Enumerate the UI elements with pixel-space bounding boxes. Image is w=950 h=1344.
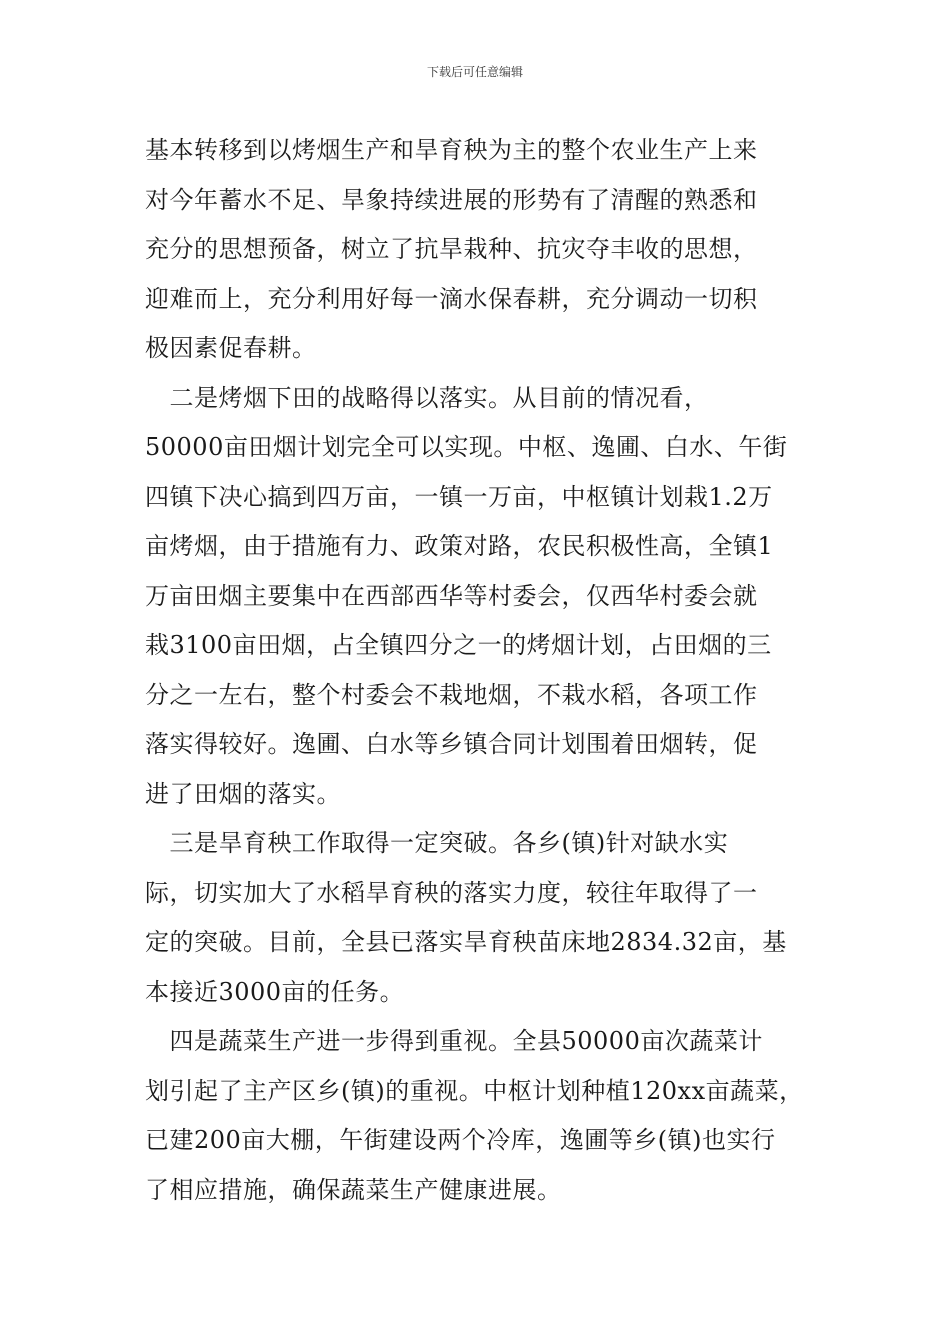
text-line: 进了田烟的落实。 [145,779,341,808]
text-line: 极因素促春耕。 [145,334,317,362]
text-line: 万亩田烟主要集中在西部西华等村委会，仅西华村委会就 [145,581,758,610]
text-line: 三是旱育秧工作取得一定突破。各乡(镇)针对缺水实 [145,829,729,857]
text-line: 四是蔬菜生产进一步得到重视。全县50000亩次蔬菜计 [145,1027,763,1055]
text-line: 分之一左右，整个村委会不栽地烟，不栽水稻，各项工作 [145,680,758,709]
text-line: 际，切实加大了水稻旱育秧的落实力度，较往年取得了一 [145,878,758,907]
text-line: 本接近3000亩的任务。 [145,977,405,1006]
text-line: 四镇下决心搞到四万亩，一镇一万亩，中枢镇计划栽1.2万 [145,482,773,511]
paragraph-2 [145,374,810,820]
text-line: 充分的思想预备，树立了抗旱栽种、抗灾夺丰收的思想， [145,235,758,263]
text-line: 50000亩田烟计划完全可以实现。中枢、逸圃、白水、午街 [145,433,788,461]
page-header: 下载后可任意编辑 [426,65,523,79]
text-line: 了相应措施，确保蔬菜生产健康进展。 [145,1175,562,1204]
text-line: 基本转移到以烤烟生产和旱育秧为主的整个农业生产上来 [145,136,758,164]
text-line: 亩烤烟，由于措施有力、政策对路，农民积极性高，全镇1 [145,532,774,560]
text-line: 迎难而上，充分利用好每一滴水保春耕，充分调动一切积 [145,284,758,313]
text-line: 栽3100亩田烟，占全镇四分之一的烤烟计划，占田烟的三 [145,631,772,659]
document-body [145,126,810,1215]
text-line: 划引起了主产区乡(镇)的重视。中枢计划种植120xx亩蔬菜， [145,1076,804,1105]
paragraph-1 [145,126,810,374]
text-line: 定的突破。目前，全县已落实旱育秧苗床地2834.32亩，基 [145,928,787,956]
text-line: 二是烤烟下田的战略得以落实。从目前的情况看， [145,383,709,412]
paragraph-3 [145,819,810,1017]
text-line: 落实得较好。逸圃、白水等乡镇合同计划围着田烟转，促 [145,730,758,758]
text-line: 对今年蓄水不足、旱象持续进展的形势有了清醒的熟悉和 [145,185,758,214]
paragraph-4 [145,1017,810,1215]
text-line: 已建200亩大棚，午街建设两个冷库，逸圃等乡(镇)也实行 [145,1126,776,1154]
